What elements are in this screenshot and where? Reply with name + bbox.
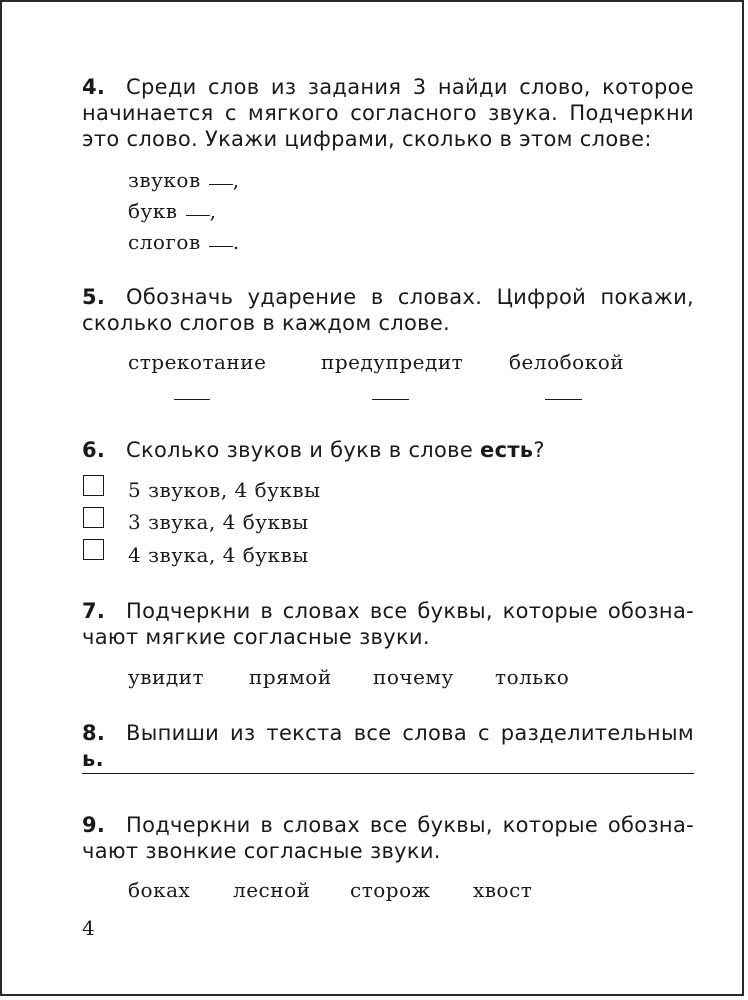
task-5-word: белобокой	[509, 350, 625, 374]
task-9-word: лесной	[233, 878, 311, 902]
task-5-word: предупредит	[321, 350, 464, 374]
answer-line[interactable]	[82, 773, 694, 774]
answer-blank[interactable]	[186, 214, 210, 216]
task-8-text: 8. Выпиши из текста все слова с разделительным ь.	[82, 721, 694, 771]
task-7-word: увидит	[128, 665, 205, 689]
answer-line[interactable]	[174, 399, 210, 400]
task-5	[82, 284, 694, 336]
answer-blank[interactable]	[209, 183, 233, 185]
task-6	[82, 437, 694, 463]
task-7	[82, 598, 694, 650]
answer-line[interactable]	[545, 399, 582, 400]
answer-blank[interactable]	[209, 245, 233, 247]
task-4-item-syllables: слогов .	[128, 230, 240, 254]
task-5-text: 5. Обозначь ударение в словах. Цифрой покажи, сколько слогов в каждом слове.	[82, 285, 694, 335]
answer-line[interactable]	[372, 399, 409, 400]
task-7-text: 7. Подчеркни в словах все буквы, которые обозна-чают мягкие согласные звуки.	[82, 599, 694, 649]
task-5-number: 5.	[82, 285, 106, 309]
task-6-option: 4 звука, 4 буквы	[128, 543, 309, 567]
task-4	[82, 74, 694, 152]
task-6-option: 5 звуков, 4 буквы	[128, 478, 321, 502]
task-9-word: сторож	[350, 878, 431, 902]
task-9-word: хвост	[473, 878, 533, 902]
task-7-number: 7.	[82, 599, 106, 623]
task-6-word: есть	[480, 438, 534, 462]
task-8	[82, 720, 694, 772]
option-checkbox[interactable]	[83, 539, 104, 560]
task-6-number: 6.	[82, 438, 106, 462]
task-7-word: только	[495, 665, 570, 689]
task-8-letter: ь.	[82, 747, 104, 771]
task-8-number: 8.	[82, 721, 106, 745]
task-5-word: стрекотание	[128, 350, 267, 374]
task-4-text: 4. Среди слов из задания 3 найди слово, которое начинается с мягкого согласного звука. Подчеркни это слово. Укажи цифрами, сколько в этом слове:	[82, 75, 694, 151]
page-number: 4	[82, 916, 96, 940]
task-9-word: боках	[128, 878, 191, 902]
task-6-text: 6. Сколько звуков и букв в слове есть?	[82, 438, 545, 462]
task-9	[82, 812, 694, 864]
task-4-number: 4.	[82, 75, 106, 99]
option-checkbox[interactable]	[83, 507, 104, 528]
task-9-number: 9.	[82, 813, 106, 837]
task-7-word: почему	[373, 665, 454, 689]
task-7-word: прямой	[249, 665, 332, 689]
task-4-item-sounds: звуков ,	[128, 168, 240, 192]
task-4-item-letters: букв ,	[128, 199, 217, 223]
task-9-text: 9. Подчеркни в словах все буквы, которые обозна-чают звонкие согласные звуки.	[82, 813, 694, 863]
option-checkbox[interactable]	[83, 475, 104, 496]
task-6-option: 3 звука, 4 буквы	[128, 510, 309, 534]
